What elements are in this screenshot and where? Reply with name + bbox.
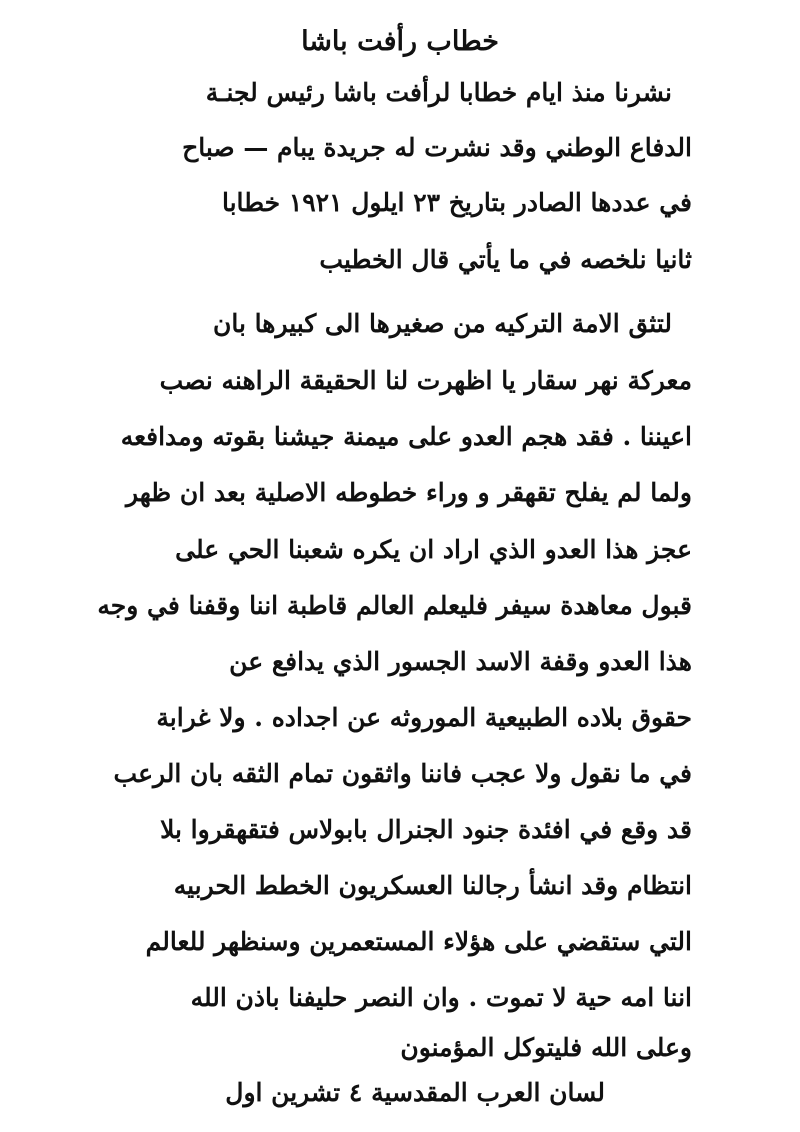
body-line: قبول معاهدة سيفر فليعلم العالم قاطبة اننا وقفنا في وجه xyxy=(97,591,692,620)
body-line: لتثق الامة التركيه من صغيرها الى كبيرها بان xyxy=(213,309,672,338)
source-citation: لسان العرب المقدسية ٤ تشرين اول xyxy=(225,1078,605,1107)
body-line: في عددها الصادر بتاريخ ٢٣ ايلول ١٩٢١ خطابا xyxy=(221,188,692,217)
body-line: التي ستقضي على هؤلاء المستعمرين وسنظهر للعالم xyxy=(145,927,692,956)
body-line: اننا امه حية لا تموت . وان النصر حليفنا باذن الله xyxy=(190,983,692,1012)
article-title: خطاب رأفت باشا xyxy=(301,26,499,57)
body-line: قد وقع في افئدة جنود الجنرال بابولاس فتقهقروا بلا xyxy=(160,815,692,844)
body-line: وعلى الله فليتوكل المؤمنون xyxy=(400,1033,692,1062)
body-line: نشرنا منذ ايام خطابا لرأفت باشا رئيس لجنـة xyxy=(205,78,672,107)
body-line: حقوق بلاده الطبيعية الموروثه عن اجداده . ولا غرابة xyxy=(156,703,692,732)
body-line: الدفاع الوطني وقد نشرت له جريدة يبام — صباح xyxy=(182,133,692,162)
body-line: معركة نهر سقار يا اظهرت لنا الحقيقة الراهنه نصب xyxy=(159,366,692,395)
body-line: ثانيا نلخصه في ما يأتي قال الخطيب xyxy=(319,245,692,274)
body-line: عجز هذا العدو الذي اراد ان يكره شعبنا الحي على xyxy=(175,535,692,564)
body-line: هذا العدو وقفة الاسد الجسور الذي يدافع عن xyxy=(229,647,692,676)
body-line: انتظام وقد انشأ رجالنا العسكريون الخطط الحربيه xyxy=(173,871,692,900)
body-line: ولما لم يفلح تقهقر و وراء خطوطه الاصلية بعد ان ظهر xyxy=(125,478,692,507)
body-line: في ما نقول ولا عجب فاننا واثقون تمام الثقه بان الرعب xyxy=(113,759,692,788)
body-line: اعيننا . فقد هجم العدو على ميمنة جيشنا بقوته ومدافعه xyxy=(120,422,692,451)
